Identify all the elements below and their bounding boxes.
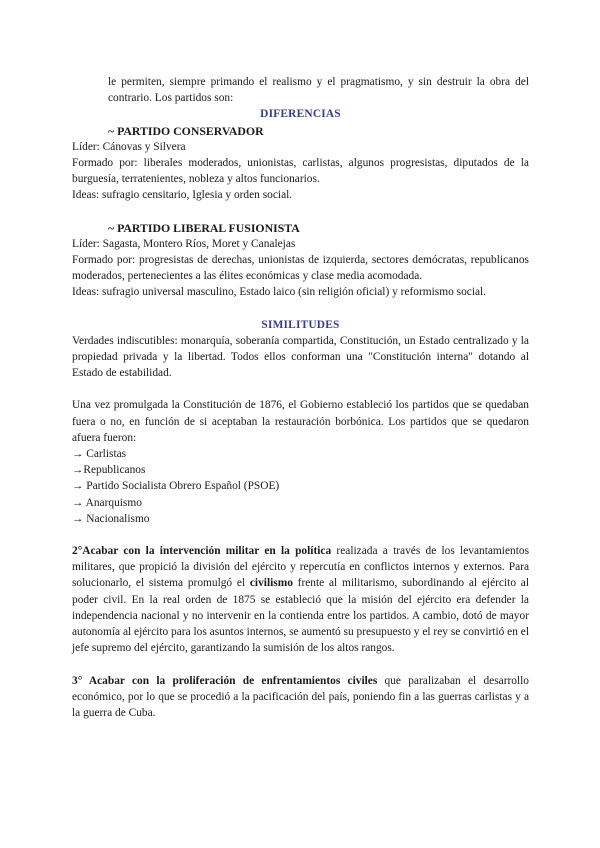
liberal-formed: Formado por: progresistas de derechas, unionistas de izquierda, sectores demócratas, republicanos moderados, pertenecientes a las élites económicas y clase media acomodada.	[72, 254, 529, 283]
constitution-paragraph: Una vez promulgada la Constitución de 1876, el Gobierno estableció los partidos que se quedaban fuera o no, en función de si aceptaban la restauración borbónica. Los partidos que se quedaron afuera fueron:	[72, 399, 529, 444]
list-item: → Anarquismo	[72, 496, 142, 509]
intro-paragraph	[72, 74, 529, 106]
point-3-paragraph	[72, 673, 529, 722]
point-2-paragraph	[72, 543, 529, 656]
differences-heading: DIFERENCIAS	[260, 108, 341, 121]
spacer	[72, 527, 529, 543]
list-item: → Partido Socialista Obrero Español (PSOE)	[72, 480, 280, 493]
point-2-text-a: realizada a través de los levantamientos militares, que propició la división del ejército y repercutía en conflictos internos y externos. Para solucionarlo, el sistema promulgó el	[72, 545, 530, 590]
spacer	[72, 657, 529, 673]
conservative-formed: Formado por: liberales moderados, unionistas, carlistas, algunos progresistas, diputados de la burguesía, terratenientes, nobleza y altos funcionarios.	[72, 157, 529, 186]
excluded-parties-list	[72, 446, 529, 527]
list-item: → Carlistas	[72, 448, 127, 461]
page-content	[72, 74, 529, 721]
point-3-text: que paralizaban el desarrollo económico, por lo que se procedió a la pacificación del país, poniendo fin a las guerras carlistas y a la guerra de Cuba.	[72, 674, 530, 719]
intro-line-1: le permiten, siempre primando el realismo y el pragmatismo, y sin destruir la obra	[108, 76, 511, 88]
intro-line-2: del contrario. Los partidos son:	[108, 76, 529, 105]
similarities-text: Verdades indiscutibles: monarquía, soberanía compartida, Constitución, un Estado centralizado y la propiedad privada y la libertad. Todos ellos conforman una "Constitución interna" dotando al Estado de estabilidad.	[72, 334, 529, 380]
liberal-leader: Líder: Sagasta, Montero Ríos, Moret y Canalejas	[72, 237, 296, 250]
list-item: →Republicanos	[72, 464, 146, 477]
spacer	[72, 204, 529, 220]
spacer	[72, 301, 529, 317]
conservative-party-title: ~ PARTIDO CONSERVADOR	[108, 123, 264, 138]
conservative-leader: Líder: Cánovas y Silvera	[72, 140, 186, 153]
spacer	[72, 381, 529, 397]
liberal-ideas: Ideas: sufragio universal masculino, Estado laico (sin religión oficial) y reformismo social.	[72, 286, 487, 299]
point-2-title: 2°Acabar con la intervención militar en la política	[72, 545, 332, 558]
liberal-party-title: ~ PARTIDO LIBERAL FUSIONISTA	[108, 220, 300, 235]
point-3-title: 3° Acabar con la proliferación de enfrentamientos civiles	[72, 674, 378, 687]
similarities-heading: SIMILITUDES	[261, 318, 340, 331]
point-2-text-b: frente al militarismo, subordinando al ejército al poder civil. En la real orden de 1875 se estableció que la misión del ejército era defender la independencia nacional y no intervenir en la contienda entre los partidos. A cambio, dotó de mayor autonomía al ejército para los asuntos internos, se aumentó su presupuesto y el rey se convirtió en el jefe supremo del ejército, garantizando la sumisión de los altos rangos.	[72, 577, 529, 655]
conservative-ideas: Ideas: sufragio censitario, Iglesia y orden social.	[72, 189, 293, 202]
list-item: → Nacionalismo	[72, 512, 150, 525]
civilismo-term: civilismo	[249, 577, 293, 590]
